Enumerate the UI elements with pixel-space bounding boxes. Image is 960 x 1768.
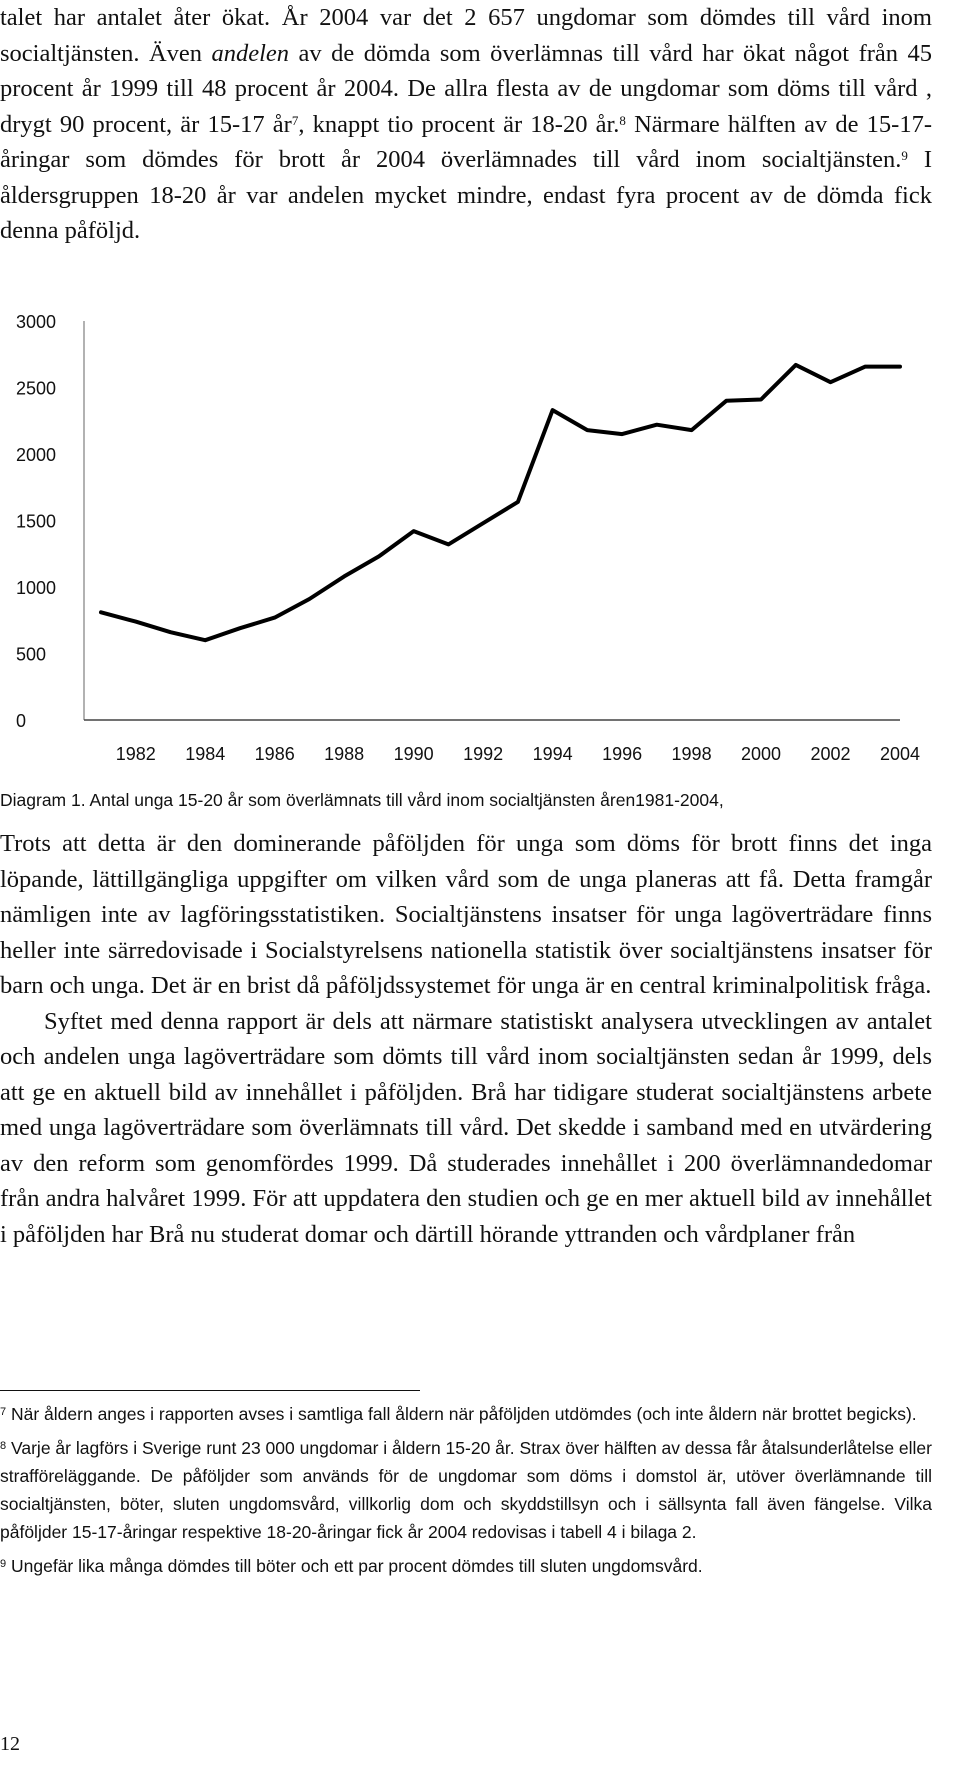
line-chart [0,300,940,770]
footnote-9 [0,1552,932,1580]
x-tick-label: 2002 [810,744,851,764]
footnote-ref-8[interactable]: 8 [619,112,626,128]
intro-text-2: av de dömda som överlämnas till vård har ökat något från 45 procent år 1999 till 48 procent år 2004. De allra flesta av de ungdomar som döms till vård , drygt 90 procent, är 15-17 år [0,39,932,138]
body-paragraph-1: Trots att detta är den dominerande påföljden för unga som döms för brott finns det inga löpande, lättillgängliga uppgifter om vilken vård som de unga planeras att få. Detta framgår nämligen inte av lagföringsstatistiken. Socialtjänstens insatser för unga lagöverträdare finns heller inte särredovisade i Socialstyrelsens nationella statistik över socialtjänstens insatser för barn och unga. Det är en brist då påföljdssystemet för unga är en central kriminalpolitisk fråga. [0,830,932,999]
footnotes [0,1400,932,1586]
y-tick-label: 500 [16,644,47,665]
x-tick-label: 1992 [463,744,504,764]
x-tick-label: 1982 [115,744,156,764]
x-tick-label: 2000 [741,744,782,764]
footnote-text: När åldern anges i rapporten avses i samtliga fall åldern när påföljden utdömdes (och inte åldern när brottet begicks). [11,1404,917,1424]
intro-paragraph [0,0,932,249]
footnote-ref-7[interactable]: 7 [291,112,299,128]
x-tick-label: 2004 [879,744,921,764]
y-axis [16,312,84,731]
x-tick-label: 1990 [393,744,434,764]
footnote-7 [0,1400,932,1428]
y-tick-label: 2500 [16,378,57,399]
footnote-text: Varje år lagförs i Sverige runt 23 000 ungdomar i åldern 15-20 år. Strax över hälften av dessa får åtalsunderlåtelse eller strafföreläggande. De påföljder som används för de ungdomar som döms i domstol är, utöver överlämnande till socialtjänsten, böter, sluten ungdomsvård, villkorlig dom och skyddstillsyn och i sällsynta fall även fängelse. Vilka påföljder 15-17-åringar respektive 18-20-åringar fick år 2004 redovisas i tabell 4 i bilaga 2. [0,1438,932,1542]
y-tick-label: 1000 [16,578,57,598]
x-tick-label: 1988 [324,744,365,764]
intro-text-5: I åldersgruppen 18-20 år var andelen mycket mindre, endast fyra procent av de dömda fick denna påföljd. [0,146,932,244]
x-axis [84,720,920,764]
chart-caption: Diagram 1. Antal unga 15-20 år som överlämnats till vård inom socialtjänsten åren1981-2004, [0,790,724,810]
footnote-number: 8 [0,1440,7,1452]
body-paragraph-2: Syftet med denna rapport är dels att närmare statistiskt analysera utvecklingen av antalet och andelen unga lagöverträdare som dömts till vård inom socialtjänsten sedan år 1999, dels att ge en aktuell bild av innehållet i påföljden. Brå har tidigare studerat socialtjänstens arbete med unga lagöverträdare som överlämnats till vård. Det skedde i samband med en utvärdering av den reform som genomfördes 1999. Då studerades innehållet i 200 överlämnandedomar från andra halvåret 1999. För att uppdatera den studien och ge en mer aktuell bild av innehållet i påföljden har Brå nu studerat domar och därtill hörande yttranden och vårdplaner från [0,1007,932,1248]
y-tick-label: 0 [16,711,27,731]
footnote-number: 9 [0,1558,7,1570]
body-text [0,826,932,1252]
chart-series [99,363,902,642]
x-tick-label: 1994 [532,744,573,764]
intro-text-1: talet har antalet åter ökat. År 2004 var det 2 657 ungdomar som dömdes till vård inom socialtjänsten. Även [0,4,932,67]
x-tick-label: 1986 [254,744,295,764]
y-tick-label: 3000 [16,312,57,332]
x-tick-label: 1998 [671,744,712,764]
intro-emphasis: andelen [211,39,290,67]
footnote-ref-9[interactable]: 9 [901,148,908,163]
footnote-divider [0,1390,420,1391]
page-number: 12 [0,1733,20,1755]
x-tick-label: 1996 [602,744,643,764]
series-line [101,365,900,640]
x-tick-label: 1984 [185,744,226,764]
y-tick-label: 1500 [16,511,57,532]
footnote-text: Ungefär lika många dömdes till böter och ett par procent dömdes till sluten ungdomsvård. [11,1556,703,1576]
y-tick-label: 2000 [16,445,57,465]
intro-text-4: Närmare hälften av de 15-17-åringar som dömdes för brott år 2004 överlämnades till vård inom socialtjänsten. [0,110,932,173]
footnote-8 [0,1434,932,1546]
intro-text-3: , knappt tio procent är 18-20 år. [298,110,620,138]
footnote-number: 7 [0,1406,7,1418]
